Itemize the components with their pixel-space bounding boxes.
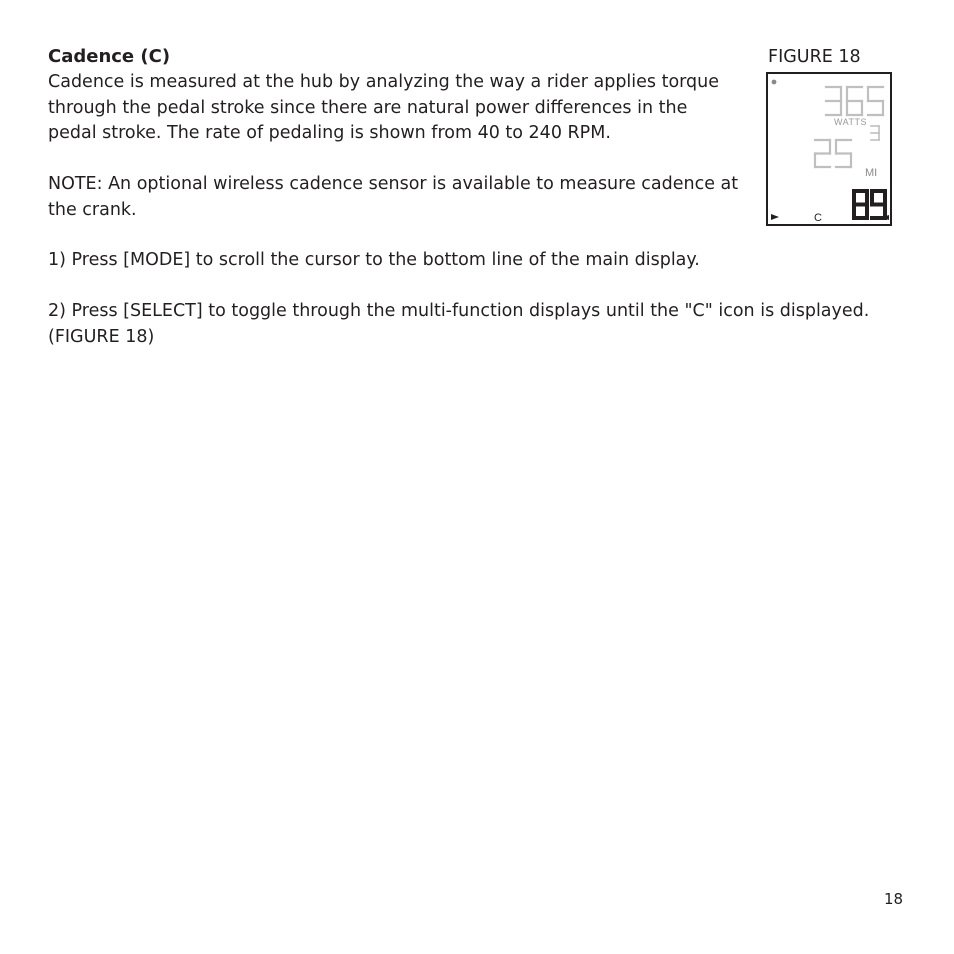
mi-unit-label: MI bbox=[865, 167, 878, 179]
text-line: (FIGURE 18) bbox=[48, 326, 155, 347]
text-line: the crank. bbox=[48, 199, 137, 220]
text-line: NOTE: An optional wireless cadence sensor is available to measure cadence at bbox=[48, 174, 739, 194]
figure-label: FIGURE 18 bbox=[768, 47, 861, 67]
cadence-icon-label: C bbox=[814, 212, 822, 224]
cursor-arrow-icon bbox=[771, 214, 779, 220]
text-line: pedal stroke. The rate of pedaling is shown from 40 to 240 RPM. bbox=[48, 123, 611, 143]
text-line: 2) Press [SELECT] to toggle through the multi-function displays until the "C" icon is displayed. bbox=[48, 301, 870, 321]
intro-paragraph bbox=[48, 70, 719, 147]
lcd-display-illustration bbox=[766, 72, 892, 226]
text-line: through the pedal stroke since there are natural power differences in the bbox=[48, 97, 688, 118]
section-heading: Cadence (C) bbox=[48, 46, 171, 67]
top-value-digits bbox=[826, 87, 883, 115]
page-number: 18 bbox=[884, 890, 904, 908]
middle-value-digits bbox=[815, 140, 851, 167]
zone-digit bbox=[871, 126, 879, 140]
text-line: Cadence is measured at the hub by analyzing the way a rider applies torque bbox=[48, 72, 720, 92]
step-1-paragraph bbox=[48, 248, 700, 274]
step-2-paragraph bbox=[48, 299, 869, 350]
bottom-value-digits bbox=[854, 191, 885, 218]
note-paragraph bbox=[48, 172, 738, 223]
status-dot-icon bbox=[772, 80, 777, 85]
watts-unit-label: WATTS bbox=[834, 117, 867, 127]
text-line: 1) Press [MODE] to scroll the cursor to the bottom line of the main display. bbox=[48, 250, 700, 270]
lcd-segments bbox=[768, 74, 890, 224]
